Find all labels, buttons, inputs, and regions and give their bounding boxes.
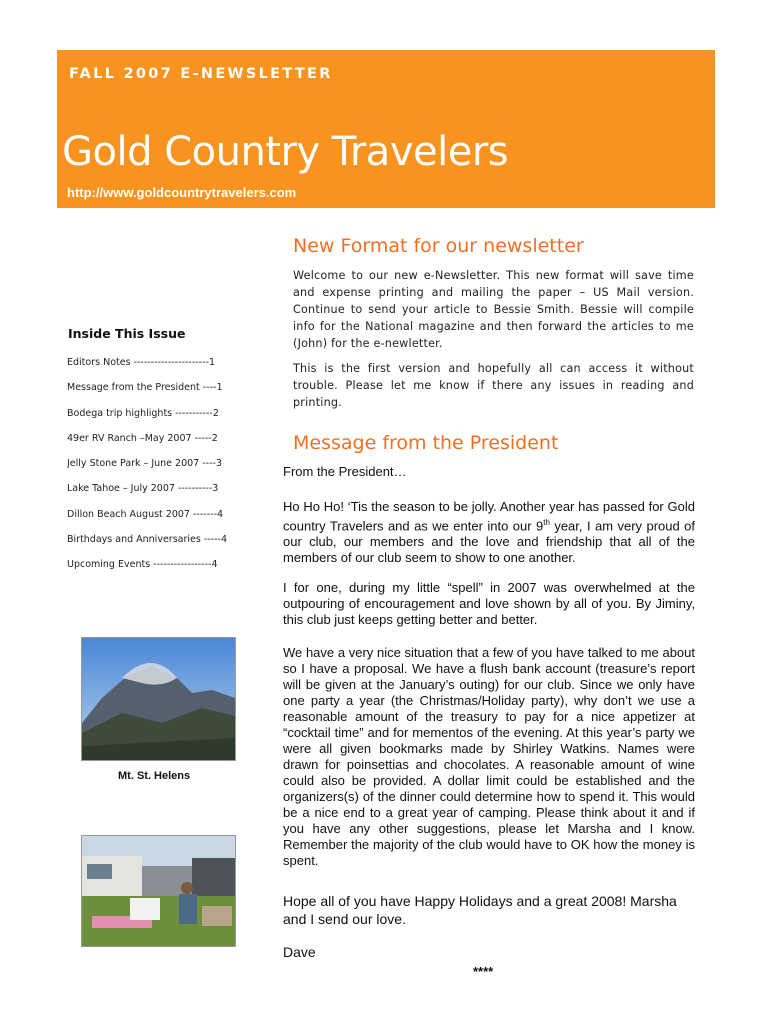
president-paragraph-season xyxy=(283,499,695,566)
editor-heading: New Format for our newsletter xyxy=(293,235,584,257)
section-end-mark: **** xyxy=(473,964,494,979)
newsletter-title: Gold Country Travelers xyxy=(62,129,509,175)
toc-item[interactable]: Bodega trip highlights -----------2 xyxy=(67,407,219,419)
president-paragraph-proposal: We have a very nice situation that a few of you have talked to me about so I have a proposal. We have a flush bank account (treasure’s report will be given at the January’s outing) for our club. Since we only have one party a year (the Christmas/Holiday party), why don’t we use a reasonable amount of the treasury to pay for a nice appetizer at “cocktail time” and for mementos of the evening. At this year’s party we were all given bookmarks made by Shirley Watkins. Names were drawn for poinsettias and chocolates. A reasonable amount of wine could also be provided. A dollar limit could be established and the organizers(s) of the dinner could determine how to spend it. This would be a nice end to a great year of camping. Please think about it and if you have any other suggestions, please let Marsha and I know. Remember the majority of the club would have to OK how the money is spent. xyxy=(283,645,695,868)
photo-caption: Mt. St. Helens xyxy=(118,770,191,782)
toc-item[interactable]: Upcoming Events -----------------4 xyxy=(67,559,218,571)
toc-item[interactable]: Lake Tahoe – July 2007 ----------3 xyxy=(67,483,219,495)
toc-item[interactable]: Dillon Beach August 2007 -------4 xyxy=(67,508,224,520)
toc-item[interactable]: Message from the President ----1 xyxy=(67,382,223,394)
mt-st-helens-photo xyxy=(81,637,236,761)
president-salutation: From the President… xyxy=(283,464,407,479)
president-heading: Message from the President xyxy=(293,432,559,454)
toc-item[interactable]: Jelly Stone Park – June 2007 ----3 xyxy=(67,458,223,470)
table-of-contents xyxy=(67,357,267,585)
camping-event-photo xyxy=(81,835,236,947)
toc-item[interactable]: 49er RV Ranch –May 2007 -----2 xyxy=(67,432,218,444)
editor-paragraph-2: This is the first version and hopefully all can access it without trouble. Please let me know if there any issues in reading and printing. xyxy=(293,362,694,409)
season-text-a: Ho Ho Ho! ‘Tis the season to be jolly. Another year has passed for Gold country Travelers and as we enter into our 9 xyxy=(283,499,695,534)
president-signature: Dave xyxy=(283,944,316,960)
season-text-b: year, I am very proud of our club, our members and the love and friendship that all of the members of our club seem to show to one another. xyxy=(283,518,695,566)
toc-item[interactable]: Birthdays and Anniversaries -----4 xyxy=(67,534,228,546)
president-paragraph-spell: I for one, during my little “spell” in 2007 was overwhelmed at the outpouring of encouragement and love shown by all of you. By Jiminy, this club just keeps getting better and better. xyxy=(283,580,695,627)
toc-item[interactable]: Editors Notes ----------------------1 xyxy=(67,357,216,368)
ordinal-suffix: th xyxy=(543,518,550,527)
president-paragraph-holidays: Hope all of you have Happy Holidays and a great 2008! Marsha and I send our love. xyxy=(283,893,677,927)
editor-paragraph-1: Welcome to our new e-Newsletter. This new format will save time and expense printing and mailing the paper – US Mail version. Continue to send your article to Bessie Smith. Bessie will compile info for the National magazine and then forward the articles to me (John) for the e-newletter. xyxy=(293,269,694,350)
newsletter-kicker: FALL 2007 E-NEWSLETTER xyxy=(69,66,333,82)
website-link[interactable]: http://www.goldcountrytravelers.com xyxy=(67,185,297,200)
inside-this-issue-title: Inside This Issue xyxy=(68,326,186,341)
